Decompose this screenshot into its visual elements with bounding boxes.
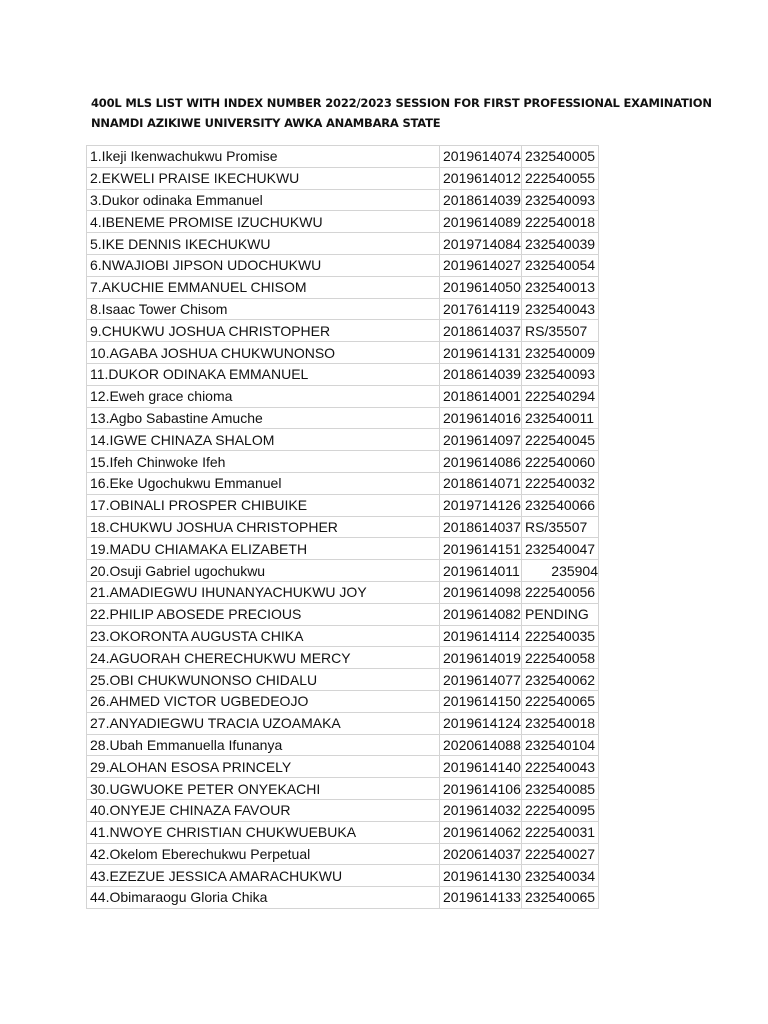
table-row <box>87 799 599 821</box>
table-row <box>87 211 599 233</box>
table-row <box>87 472 599 494</box>
student-name-cell: 43.EZEZUE JESSICA AMARACHUKWU <box>87 865 440 887</box>
student-name-cell: 44.Obimaraogu Gloria Chika <box>87 887 440 909</box>
student-name-cell: 8.Isaac Tower Chisom <box>87 298 440 320</box>
index-number-cell: 232540005 <box>522 146 599 168</box>
student-name-cell: 22.PHILIP ABOSEDE PRECIOUS <box>87 603 440 625</box>
student-name-cell: 23.OKORONTA AUGUSTA CHIKA <box>87 625 440 647</box>
reg-number-cell: 2017614119 <box>440 298 522 320</box>
student-name-cell: 11.DUKOR ODINAKA EMMANUEL <box>87 363 440 385</box>
reg-number-cell: 2019614086 <box>440 451 522 473</box>
reg-number-cell: 2019614151 <box>440 538 522 560</box>
index-number-cell: 222540045 <box>522 429 599 451</box>
table-row <box>87 669 599 691</box>
student-index-table-body <box>87 146 599 909</box>
student-name-cell: 28.Ubah Emmanuella Ifunanya <box>87 734 440 756</box>
heading-line-1: 400L MLS LIST WITH INDEX NUMBER 2022/2023 SESSION FOR FIRST PROFESSIONAL EXAMINATION <box>91 96 712 110</box>
student-index-table <box>86 145 599 909</box>
reg-number-cell: 2019614150 <box>440 690 522 712</box>
student-name-cell: 18.CHUKWU JOSHUA CHRISTOPHER <box>87 516 440 538</box>
reg-number-cell: 2019614133 <box>440 887 522 909</box>
index-number-cell: 232540043 <box>522 298 599 320</box>
table-row <box>87 560 599 582</box>
index-number-cell: 222540043 <box>522 756 599 778</box>
table-row <box>87 385 599 407</box>
table-row <box>87 603 599 625</box>
index-number-cell: RS/35507 <box>522 516 599 538</box>
student-name-cell: 10.AGABA JOSHUA CHUKWUNONSO <box>87 342 440 364</box>
reg-number-cell: 2019614050 <box>440 276 522 298</box>
index-number-cell: 232540013 <box>522 276 599 298</box>
index-number-cell: 232540047 <box>522 538 599 560</box>
reg-number-cell: 2019614114 <box>440 625 522 647</box>
index-number-cell: 232540054 <box>522 254 599 276</box>
reg-number-cell: 2019614062 <box>440 821 522 843</box>
reg-number-cell: 2019614130 <box>440 865 522 887</box>
student-name-cell: 29.ALOHAN ESOSA PRINCELY <box>87 756 440 778</box>
table-row <box>87 778 599 800</box>
student-name-cell: 20.Osuji Gabriel ugochukwu <box>87 560 440 582</box>
reg-number-cell: 2018614071 <box>440 472 522 494</box>
index-number-cell: RS/35507 <box>522 320 599 342</box>
index-number-cell: 232540018 <box>522 712 599 734</box>
student-name-cell: 1.Ikeji Ikenwachukwu Promise <box>87 146 440 168</box>
index-number-cell: 222540018 <box>522 211 599 233</box>
index-number-cell: 235904 <box>522 560 599 582</box>
reg-number-cell: 2018614037 <box>440 320 522 342</box>
reg-number-cell: 2019614019 <box>440 647 522 669</box>
index-number-cell: 222540294 <box>522 385 599 407</box>
reg-number-cell: 2019614032 <box>440 799 522 821</box>
table-row <box>87 625 599 647</box>
reg-number-cell: 2018614001 <box>440 385 522 407</box>
student-name-cell: 14.IGWE CHINAZA SHALOM <box>87 429 440 451</box>
table-row <box>87 167 599 189</box>
student-name-cell: 16.Eke Ugochukwu Emmanuel <box>87 472 440 494</box>
student-name-cell: 26.AHMED VICTOR UGBEDEOJO <box>87 690 440 712</box>
index-number-cell: 232540034 <box>522 865 599 887</box>
reg-number-cell: 2018614037 <box>440 516 522 538</box>
index-number-cell: 222540060 <box>522 451 599 473</box>
student-name-cell: 41.NWOYE CHRISTIAN CHUKWUEBUKA <box>87 821 440 843</box>
student-name-cell: 40.ONYEJE CHINAZA FAVOUR <box>87 799 440 821</box>
index-number-cell: 222540095 <box>522 799 599 821</box>
table-row <box>87 538 599 560</box>
student-name-cell: 3.Dukor odinaka Emmanuel <box>87 189 440 211</box>
student-name-cell: 7.AKUCHIE EMMANUEL CHISOM <box>87 276 440 298</box>
reg-number-cell: 2019614077 <box>440 669 522 691</box>
reg-number-cell: 2018614039 <box>440 189 522 211</box>
reg-number-cell: 2019714126 <box>440 494 522 516</box>
reg-number-cell: 2019614140 <box>440 756 522 778</box>
table-row <box>87 647 599 669</box>
table-row <box>87 843 599 865</box>
table-row <box>87 494 599 516</box>
reg-number-cell: 2019614012 <box>440 167 522 189</box>
index-number-cell: 222540058 <box>522 647 599 669</box>
reg-number-cell: 2019614016 <box>440 407 522 429</box>
student-name-cell: 6.NWAJIOBI JIPSON UDOCHUKWU <box>87 254 440 276</box>
reg-number-cell: 2020614037 <box>440 843 522 865</box>
table-row <box>87 320 599 342</box>
table-row <box>87 734 599 756</box>
reg-number-cell: 2019614124 <box>440 712 522 734</box>
index-number-cell: 222540031 <box>522 821 599 843</box>
index-number-cell: 232540085 <box>522 778 599 800</box>
student-name-cell: 30.UGWUOKE PETER ONYEKACHI <box>87 778 440 800</box>
student-name-cell: 13.Agbo Sabastine Amuche <box>87 407 440 429</box>
table-row <box>87 756 599 778</box>
reg-number-cell: 2020614088 <box>440 734 522 756</box>
table-row <box>87 887 599 909</box>
reg-number-cell: 2019614089 <box>440 211 522 233</box>
table-row <box>87 146 599 168</box>
table-row <box>87 342 599 364</box>
index-number-cell: 232540011 <box>522 407 599 429</box>
student-name-cell: 2.EKWELI PRAISE IKECHUKWU <box>87 167 440 189</box>
reg-number-cell: 2019614106 <box>440 778 522 800</box>
table-row <box>87 254 599 276</box>
index-number-cell: 222540035 <box>522 625 599 647</box>
index-number-cell: PENDING <box>522 603 599 625</box>
reg-number-cell: 2019614027 <box>440 254 522 276</box>
index-number-cell: 232540065 <box>522 887 599 909</box>
reg-number-cell: 2019614011 <box>440 560 522 582</box>
student-name-cell: 4.IBENEME PROMISE IZUCHUKWU <box>87 211 440 233</box>
student-name-cell: 19.MADU CHIAMAKA ELIZABETH <box>87 538 440 560</box>
index-number-cell: 222540065 <box>522 690 599 712</box>
reg-number-cell: 2018614039 <box>440 363 522 385</box>
student-name-cell: 15.Ifeh Chinwoke Ifeh <box>87 451 440 473</box>
reg-number-cell: 2019614097 <box>440 429 522 451</box>
reg-number-cell: 2019714084 <box>440 233 522 255</box>
index-number-cell: 222540055 <box>522 167 599 189</box>
table-row <box>87 363 599 385</box>
student-name-cell: 9.CHUKWU JOSHUA CHRISTOPHER <box>87 320 440 342</box>
table-row <box>87 276 599 298</box>
student-name-cell: 42.Okelom Eberechukwu Perpetual <box>87 843 440 865</box>
table-row <box>87 581 599 603</box>
student-name-cell: 25.OBI CHUKWUNONSO CHIDALU <box>87 669 440 691</box>
student-name-cell: 17.OBINALI PROSPER CHIBUIKE <box>87 494 440 516</box>
index-number-cell: 222540056 <box>522 581 599 603</box>
student-name-cell: 5.IKE DENNIS IKECHUKWU <box>87 233 440 255</box>
reg-number-cell: 2019614131 <box>440 342 522 364</box>
reg-number-cell: 2019614074 <box>440 146 522 168</box>
reg-number-cell: 2019614098 <box>440 581 522 603</box>
table-row <box>87 298 599 320</box>
student-name-cell: 12.Eweh grace chioma <box>87 385 440 407</box>
table-row <box>87 516 599 538</box>
table-row <box>87 821 599 843</box>
table-row <box>87 407 599 429</box>
index-number-cell: 232540062 <box>522 669 599 691</box>
student-name-cell: 27.ANYADIEGWU TRACIA UZOAMAKA <box>87 712 440 734</box>
reg-number-cell: 2019614082 <box>440 603 522 625</box>
table-row <box>87 189 599 211</box>
heading-line-2: NNAMDI AZIKIWE UNIVERSITY AWKA ANAMBARA STATE <box>91 116 441 130</box>
table-row <box>87 233 599 255</box>
table-row <box>87 690 599 712</box>
student-name-cell: 21.AMADIEGWU IHUNANYACHUKWU JOY <box>87 581 440 603</box>
table-row <box>87 712 599 734</box>
index-number-cell: 232540093 <box>522 189 599 211</box>
index-number-cell: 232540039 <box>522 233 599 255</box>
table-row <box>87 429 599 451</box>
document-heading <box>91 93 711 133</box>
student-name-cell: 24.AGUORAH CHERECHUKWU MERCY <box>87 647 440 669</box>
index-number-cell: 232540104 <box>522 734 599 756</box>
index-number-cell: 222540032 <box>522 472 599 494</box>
index-number-cell: 232540009 <box>522 342 599 364</box>
index-number-cell: 232540093 <box>522 363 599 385</box>
index-number-cell: 222540027 <box>522 843 599 865</box>
table-row <box>87 451 599 473</box>
table-row <box>87 865 599 887</box>
index-number-cell: 232540066 <box>522 494 599 516</box>
